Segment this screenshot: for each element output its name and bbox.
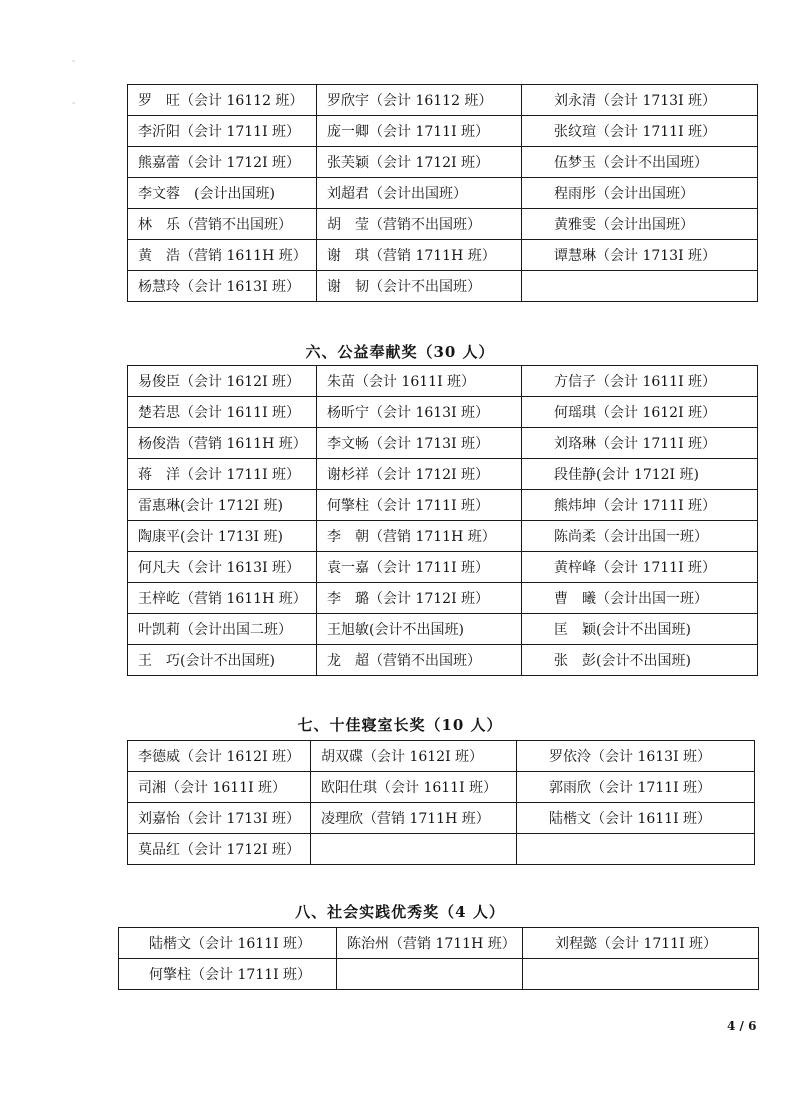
section-title-dorm-leader: 七、十佳寝室长奖（10 人）: [297, 716, 503, 734]
table-row: [128, 459, 758, 490]
award-table-social-practice: [118, 927, 759, 990]
table-row: [128, 116, 758, 147]
table-row: [128, 803, 755, 834]
table-row: [128, 741, 755, 772]
table-cell: 李文畅（会计 1713I 班）: [317, 428, 522, 459]
table-cell: 郭雨欣（会计 1711I 班）: [517, 772, 755, 803]
table-cell: 李德威（会计 1612I 班）: [128, 741, 311, 772]
table-cell: 熊嘉蕾（会计 1712I 班）: [128, 147, 317, 178]
table-cell: 刘超君（会计出国班）: [317, 178, 522, 209]
table-cell: 熊炜坤（会计 1711I 班）: [522, 490, 758, 521]
table-cell: 庞一卿（会计 1711I 班）: [317, 116, 522, 147]
table-cell: 张 彭(会计不出国班): [522, 645, 758, 676]
table-cell: 杨慧玲（会计 1613I 班）: [128, 271, 317, 302]
table-cell: 伍梦玉（会计不出国班）: [522, 147, 758, 178]
section-title-public-service: 六、公益奉献奖（30 人）: [305, 343, 495, 361]
table-row: [128, 614, 758, 645]
table-cell: 谭慧琳（会计 1713I 班）: [522, 240, 758, 271]
table-cell: 何擎柱（会计 1711I 班）: [317, 490, 522, 521]
table-cell: 罗欣宇（会计 16112 班）: [317, 85, 522, 116]
table-row: [128, 428, 758, 459]
table-cell: 何凡夫（会计 1613I 班）: [128, 552, 317, 583]
table-cell: 方信子（会计 1611I 班）: [522, 366, 758, 397]
table-cell: 胡双碟（会计 1612I 班）: [311, 741, 517, 772]
table-cell: [337, 959, 523, 990]
table-cell: 罗 旺（会计 16112 班）: [128, 85, 317, 116]
table-row: [128, 521, 758, 552]
table-cell: 袁一嘉（会计 1711I 班）: [317, 552, 522, 583]
table-cell: 司湘（会计 1611I 班）: [128, 772, 311, 803]
table-cell: 王旭敏(会计不出国班): [317, 614, 522, 645]
table-row: [128, 366, 758, 397]
table-cell: 莫品红（会计 1712I 班）: [128, 834, 311, 865]
table-cell: 陆楷文（会计 1611I 班）: [119, 928, 337, 959]
table-cell: 陆楷文（会计 1611I 班）: [517, 803, 755, 834]
table-cell: 何瑶琪（会计 1612I 班）: [522, 397, 758, 428]
table-cell: 罗依泠（会计 1613I 班）: [517, 741, 755, 772]
scan-mark: -: [72, 56, 76, 67]
table-cell: 刘永清（会计 1713I 班）: [522, 85, 758, 116]
award-table-dorm-leader: [127, 740, 755, 865]
table-cell: 龙 超（营销不出国班）: [317, 645, 522, 676]
table-cell: 雷惠琳(会计 1712I 班): [128, 490, 317, 521]
table-cell: 程雨彤（会计出国班）: [522, 178, 758, 209]
table-cell: 叶凯莉（会计出国二班）: [128, 614, 317, 645]
table-row: [128, 240, 758, 271]
table-cell: 张芙颖（会计 1712I 班）: [317, 147, 522, 178]
table-cell: 林 乐（营销不出国班）: [128, 209, 317, 240]
table-row: [128, 552, 758, 583]
table-cell: 陈治州（营销 1711H 班）: [337, 928, 523, 959]
table-row: [128, 490, 758, 521]
table-row: [128, 645, 758, 676]
table-row: [128, 834, 755, 865]
page-number: 4 / 6: [727, 1019, 757, 1033]
table-row: [128, 85, 758, 116]
table-cell: [522, 271, 758, 302]
table-cell: 何擎柱（会计 1711I 班）: [119, 959, 337, 990]
table-row: [128, 271, 758, 302]
table-row: [128, 209, 758, 240]
table-cell: 陶康平(会计 1713I 班): [128, 521, 317, 552]
table-cell: 李 朝（营销 1711H 班）: [317, 521, 522, 552]
table-cell: 李文蓉 (会计出国班): [128, 178, 317, 209]
table-cell: 王 巧(会计不出国班): [128, 645, 317, 676]
table-cell: 朱苗（会计 1611I 班）: [317, 366, 522, 397]
table-cell: [517, 834, 755, 865]
table-cell: 蒋 洋（会计 1711I 班）: [128, 459, 317, 490]
table-row: [128, 583, 758, 614]
table-row: [128, 178, 758, 209]
award-table-public-service: [127, 365, 758, 676]
scan-mark: -: [72, 98, 76, 109]
table-cell: [311, 834, 517, 865]
table-row: [128, 772, 755, 803]
table-cell: 匡 颖(会计不出国班): [522, 614, 758, 645]
table-cell: 胡 莹（营销不出国班）: [317, 209, 522, 240]
table-row: [128, 397, 758, 428]
table-cell: 黄梓峰（会计 1711I 班）: [522, 552, 758, 583]
section-title-social-practice: 八、社会实践优秀奖（4 人）: [295, 903, 505, 921]
table-cell: 楚若思（会计 1611I 班）: [128, 397, 317, 428]
table-cell: 凌理欣（营销 1711H 班）: [311, 803, 517, 834]
table-cell: 刘程懿（会计 1711I 班）: [523, 928, 759, 959]
table-cell: [523, 959, 759, 990]
table-row: [119, 928, 759, 959]
table-cell: 段佳静(会计 1712I 班): [522, 459, 758, 490]
table-cell: 李沂阳（会计 1711I 班）: [128, 116, 317, 147]
table-cell: 张纹瑄（会计 1711I 班）: [522, 116, 758, 147]
table-cell: 王梓屹（营销 1611H 班）: [128, 583, 317, 614]
table-row: [128, 147, 758, 178]
award-table-continued: [127, 84, 758, 302]
table-cell: 陈尚柔（会计出国一班）: [522, 521, 758, 552]
table-cell: 黄雅雯（会计出国班）: [522, 209, 758, 240]
table-cell: 谢 韧（会计不出国班）: [317, 271, 522, 302]
table-cell: 谢杉祥（会计 1712I 班）: [317, 459, 522, 490]
table-cell: 易俊臣（会计 1612I 班）: [128, 366, 317, 397]
table-cell: 刘珞琳（会计 1711I 班）: [522, 428, 758, 459]
table-cell: 黄 浩（营销 1611H 班）: [128, 240, 317, 271]
table-cell: 欧阳仕琪（会计 1611I 班）: [311, 772, 517, 803]
table-row: [119, 959, 759, 990]
table-cell: 杨昕宁（会计 1613I 班）: [317, 397, 522, 428]
table-cell: 曹 曦（会计出国一班）: [522, 583, 758, 614]
table-cell: 刘嘉怡（会计 1713I 班）: [128, 803, 311, 834]
table-cell: 谢 琪（营销 1711H 班）: [317, 240, 522, 271]
table-cell: 李 璐（会计 1712I 班）: [317, 583, 522, 614]
table-cell: 杨俊浩（营销 1611H 班）: [128, 428, 317, 459]
